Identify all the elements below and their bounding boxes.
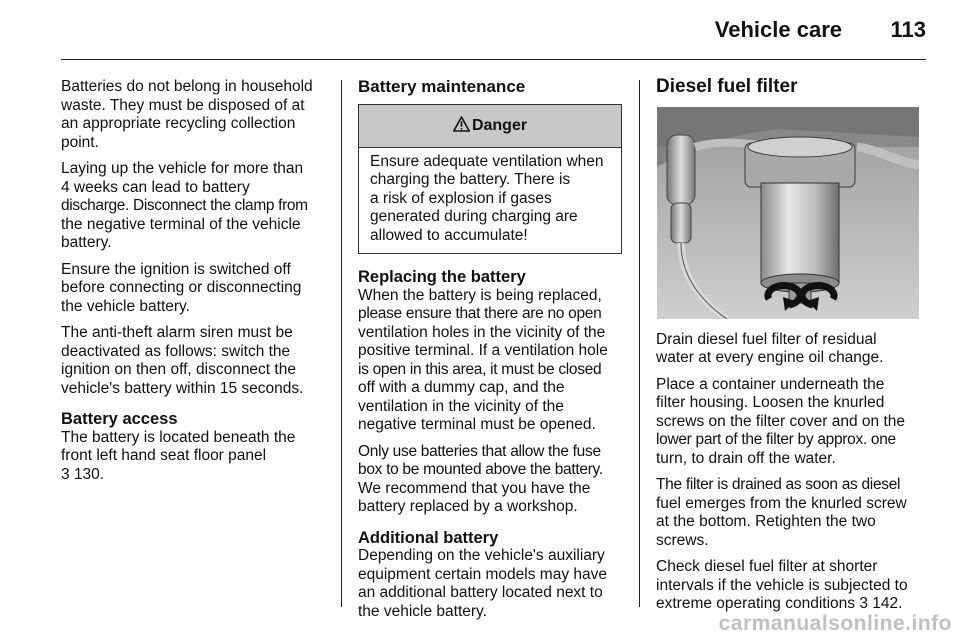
column-3 xyxy=(656,78,924,622)
fuel-filter-image xyxy=(657,107,919,319)
column-1 xyxy=(61,78,333,492)
danger-box xyxy=(358,104,622,255)
danger-title: Danger xyxy=(471,116,528,134)
page-number: 113 xyxy=(890,17,926,42)
heading-diesel-fuel-filter: Diesel fuel filter xyxy=(656,76,798,97)
page-header xyxy=(0,0,960,62)
reference-arrow-icon: 3 xyxy=(61,465,70,483)
paragraph-check-filter: Check diesel fuel filter at shorter intervals if the vehicle is subjected to extreme operating conditions 3 142. xyxy=(656,558,908,612)
paragraph-anti-theft: The anti-theft alarm siren must be deactivated as follows: switch the ignition on then off, disconnect the vehicle's battery within 15 seconds. xyxy=(61,324,304,397)
header-title: Vehicle care xyxy=(714,17,842,42)
reference-arrow-icon: 3 xyxy=(859,595,868,612)
section-battery-access: Battery access The battery is located beneath the front left hand seat floor panel 3 130. xyxy=(61,410,333,484)
section-replacing-battery: Replacing the battery When the battery is being replaced, please ensure that there are no open ventilation holes in the vicinity of the positive terminal. If a ventilation hole is open in this area, it must be closed off with a dummy cap, and the ventilation in the vicinity of the negative terminal must be opened. xyxy=(358,268,622,435)
header-rule xyxy=(61,59,926,60)
column-divider-2 xyxy=(639,80,640,607)
paragraph-fuse-box: Only use batteries that allow the fuse box to be mounted above the battery. We recommend that you have the battery replaced by a workshop. xyxy=(358,442,603,515)
section-additional-battery: Additional battery Depending on the vehicle's auxiliary equipment certain models may have an additional battery located next to the vehicle battery. xyxy=(358,529,622,622)
column-2 xyxy=(358,78,622,629)
heading-battery-access: Battery access xyxy=(61,410,178,428)
heading-battery-maintenance: Battery maintenance xyxy=(358,77,526,96)
warning-triangle-icon xyxy=(453,116,470,132)
paragraph-disposal: Batteries do not belong in household waste. They must be disposed of at an appropriate recycling collection point. xyxy=(61,78,313,151)
heading-replacing-battery: Replacing the battery xyxy=(358,268,526,286)
column-divider-1 xyxy=(341,80,342,607)
paragraph-ignition: Ensure the ignition is switched off before connecting or disconnecting the vehicle battery. xyxy=(61,260,302,315)
paragraph-drained: The filter is drained as soon as diesel fuel emerges from the knurled screw at the bottom. Retighten the two screws. xyxy=(656,476,907,549)
danger-text: Ensure adequate ventilation when charging the battery. There is a risk of explosion if gases generated during charging are allowed to accumulate! xyxy=(370,152,604,244)
heading-additional-battery: Additional battery xyxy=(358,528,499,547)
danger-header xyxy=(359,105,621,148)
page-reference[interactable]: 3 142. xyxy=(859,595,903,612)
paragraph-container: Place a container underneath the filter housing. Loosen the knurled screws on the filter cover and on the lower part of the filter by approx. one turn, to drain off the water. xyxy=(656,375,905,467)
page-reference[interactable]: 3 130. xyxy=(61,465,105,483)
fuel-filter-illustration xyxy=(657,107,919,319)
paragraph-drain: Drain diesel fuel filter of residual water at every engine oil change. xyxy=(656,330,884,366)
watermark-text: carmanualsonline.info xyxy=(718,612,952,635)
paragraph-laying-up: Laying up the vehicle for more than 4 weeks can lead to battery discharge. Disconnect the clamp from the negative terminal of the vehicle battery. xyxy=(61,160,308,251)
